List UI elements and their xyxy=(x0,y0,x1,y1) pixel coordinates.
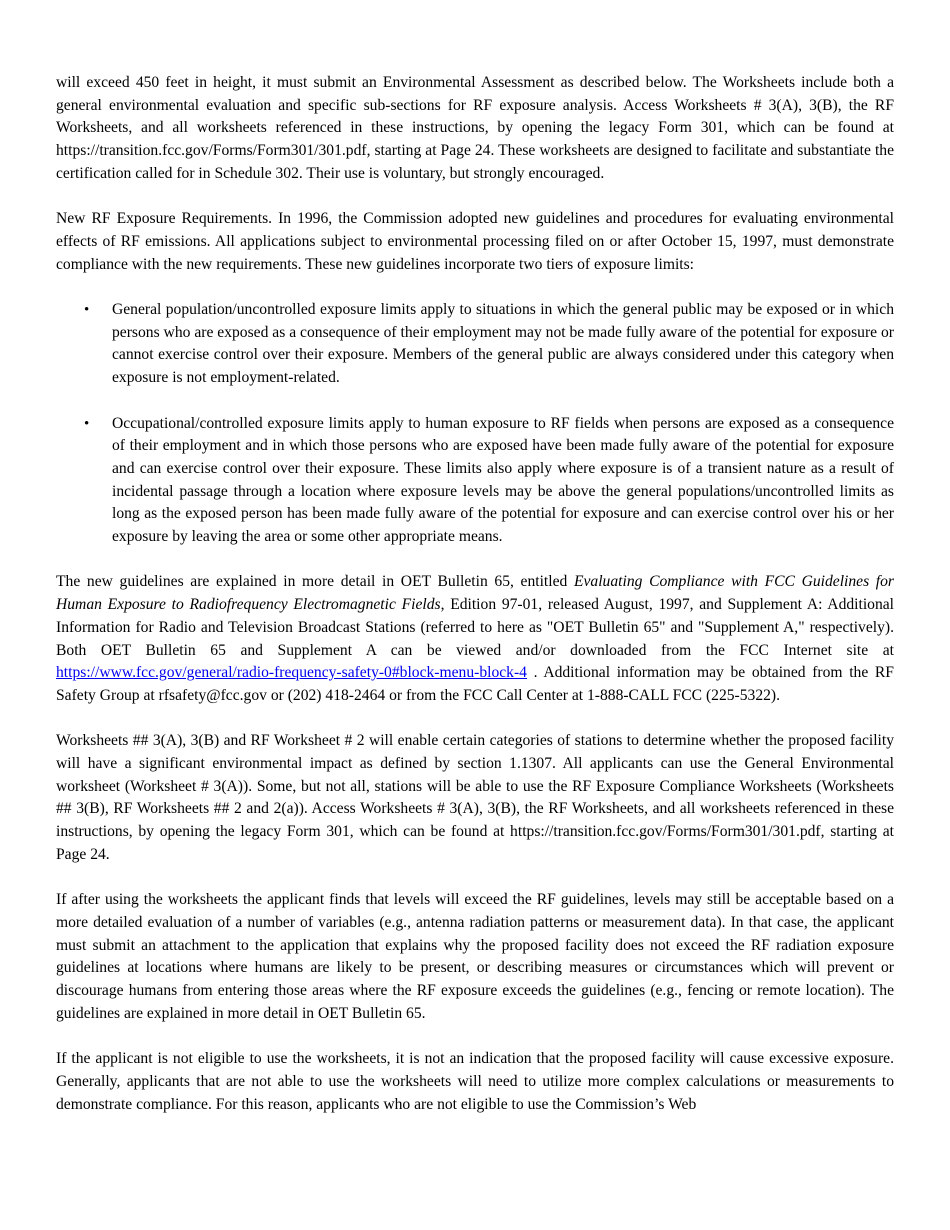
exposure-tier-list xyxy=(56,299,894,549)
bullet-text-general-population: General population/uncontrolled exposure limits apply to situations in which the general public may be exposed or in which persons who are exposed as a consequence of their employment may not be made fully aware of the potential for exposure or cannot exercise control over their exposure. Members of the general public are always considered under this category when exposure is not employment-related. xyxy=(112,301,894,387)
paragraph-environmental-assessment: will exceed 450 feet in height, it must submit an Environmental Assessment as described below. The Worksheets include both a general environmental evaluation and specific sub-sections for RF exposure analysis. Access Worksheets # 3(A), 3(B), the RF Worksheets, and all worksheets referenced in these instructions, by opening the legacy Form 301, which can be found at https://transition.fcc.gov/Forms/Form301/301.pdf, starting at Page 24. These worksheets are designed to facilitate and substantiate the certification called for in Schedule 302. Their use is voluntary, but strongly encouraged. xyxy=(56,74,894,182)
bullet-icon: • xyxy=(84,415,90,432)
paragraph-exceed-guidelines: If after using the worksheets the applicant finds that levels will exceed the RF guidelines, levels may still be acceptable based on a more detailed evaluation of a number of variables (e.g., antenna radiation patterns or measurement data). In that case, the applicant must submit an attachment to the application that explains why the proposed facility does not exceed the RF radiation exposure guidelines at locations where humans are likely to be present, or describing measures or circumstances which will prevent or discourage humans from entering those areas where the RF exposure exceeds the guidelines (e.g., fencing or remote location). The guidelines are explained in more detail in OET Bulletin 65. xyxy=(56,891,894,1022)
list-item xyxy=(56,413,894,549)
paragraph-new-rf-requirements: New RF Exposure Requirements. In 1996, the Commission adopted new guidelines and procedures for evaluating environmental effects of RF emissions. All applications subject to environmental processing filed on or after October 15, 1997, must demonstrate compliance with the new requirements. These new guidelines incorporate two tiers of exposure limits: xyxy=(56,210,894,273)
oet-text-contact: . Additional information may be obtained from the RF Safety Group at rfsafety@fcc.gov or (202) 418-2464 or from the FCC Call Center at 1-888-CALL FCC (225-5322). xyxy=(56,664,894,704)
oet-bulletin-title: Evaluating Compliance with FCC Guidelines for Human Exposure to Radiofrequency Electromagnetic Fields xyxy=(56,573,894,614)
bullet-text-occupational: Occupational/controlled exposure limits apply to human exposure to RF fields when persons are exposed as a consequence of their employment and in which those persons who are exposed have been made fully aware of the potential for exposure and can exercise control over their exposure. These limits also apply where exposure is of a transient nature as a result of incidental passage through a location where exposure levels may be above the general populations/uncontrolled limits as long as the exposed person has been made fully aware of the potential for exposure and can exercise control over his or her exposure by leaving the area or some other appropriate means. xyxy=(112,414,894,546)
list-item xyxy=(56,299,894,390)
oet-text-middle: , Edition 97-01, released August, 1997, and Supplement A: Additional Information for Radio and Television Broadcast Stations (referred to here as "OET Bulletin 65" and "Supplement A," respectively). Both OET Bulletin 65 and Supplement A can be viewed and/or downloaded from the FCC Internet site at xyxy=(56,596,895,659)
bullet-icon: • xyxy=(84,302,90,318)
paragraph-not-eligible: If the applicant is not eligible to use the worksheets, it is not an indication that the proposed facility will cause excessive exposure. Generally, applicants that are not able to use the worksheets will need to utilize more complex calculations or measurements to demonstrate compliance. For this reason, applicants who are not eligible to use the Commission’s Web xyxy=(56,1050,894,1113)
paragraph-oet-bulletin xyxy=(56,571,894,707)
paragraph-worksheets: Worksheets ## 3(A), 3(B) and RF Worksheet # 2 will enable certain categories of stations to determine whether the proposed facility will have a significant environmental impact as defined by section 1.1307. All applicants can use the General Environmental worksheet (Worksheet # 3(A)). Some, but not all, stations will be able to use the RF Exposure Compliance Worksheets (Worksheets ## 3(B), RF Worksheets ## 2 and 2(a)). Access Worksheets # 3(A), 3(B), the RF Worksheets, and all worksheets referenced in these instructions, by opening the legacy Form 301, which can be found at https://transition.fcc.gov/Forms/Form301/301.pdf, starting at Page 24. xyxy=(56,732,894,863)
fcc-rf-safety-link[interactable]: https://www.fcc.gov/general/radio-frequency-safety-0#block-menu-block-4 xyxy=(56,664,527,682)
oet-text-intro: The new guidelines are explained in more detail in OET Bulletin 65, entitled xyxy=(56,573,574,591)
document-page xyxy=(56,72,894,1139)
